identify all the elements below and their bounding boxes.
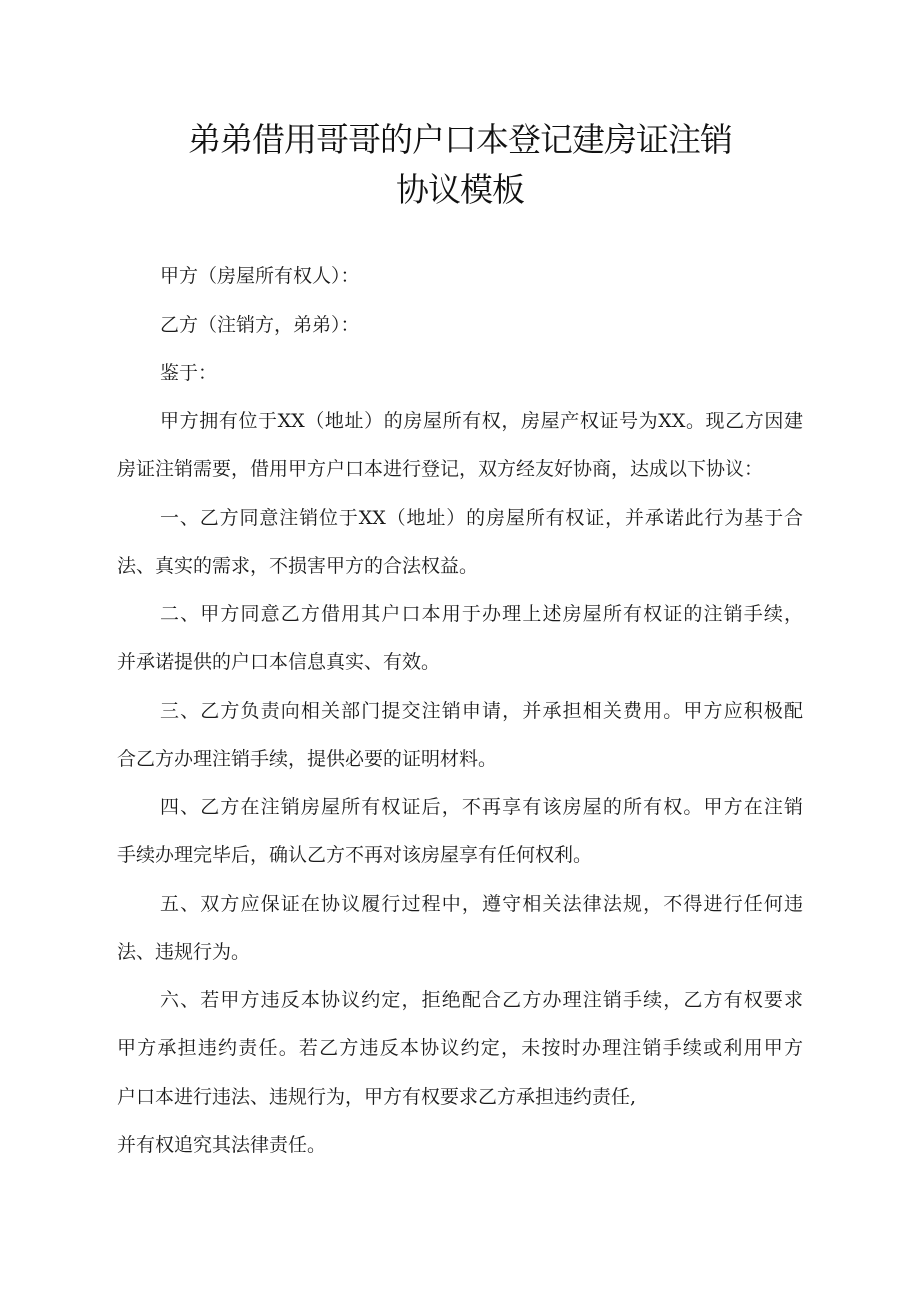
clause-1-line: 法、真实的需求，不损害甲方的合法权益。 (117, 555, 479, 577)
clause-3-line: 三、乙方负责向相关部门提交注销申请，并承担相关费用。甲方应积极配 (160, 700, 803, 722)
clause-6-line: 户口本进行违法、违规行为，甲方有权要求乙方承担违约责任, (117, 1086, 637, 1108)
clause-3-line: 合乙方办理注销手续，提供必要的证明材料。 (117, 748, 498, 770)
clause-4-line: 四、乙方在注销房屋所有权证后，不再享有该房屋的所有权。甲方在注销 (160, 796, 803, 818)
document-title-line-2: 协议模板 (396, 170, 524, 209)
clause-5-line: 法、违规行为。 (117, 941, 251, 963)
whereas-label: 鉴于： (160, 362, 218, 384)
clause-4-line: 手续办理完毕后，确认乙方不再对该房屋享有任何权利。 (117, 844, 593, 866)
clause-2-line: 二、甲方同意乙方借用其户口本用于办理上述房屋所有权证的注销手续， (160, 603, 803, 625)
party-a-label: 甲方（房屋所有权人）： (160, 265, 360, 287)
clause-1-line: 一、乙方同意注销位于XX（地址）的房屋所有权证，并承诺此行为基于合 (160, 507, 803, 529)
intro-paragraph-line: 房证注销需要，借用甲方户口本进行登记，双方经友好协商，达成以下协议： (117, 458, 764, 480)
clause-6-line: 并有权追究其法律责任。 (117, 1134, 327, 1156)
clause-2-line: 并承诺提供的户口本信息真实、有效。 (117, 651, 441, 673)
party-b-label: 乙方（注销方，弟弟）： (160, 314, 360, 336)
document-title-line-1: 弟弟借用哥哥的户口本登记建房证注销 (188, 120, 732, 159)
clause-5-line: 五、双方应保证在协议履行过程中，遵守相关法律法规，不得进行任何违 (160, 893, 803, 915)
clause-6-line: 六、若甲方违反本协议约定，拒绝配合乙方办理注销手续，乙方有权要求 (160, 989, 803, 1011)
intro-paragraph-line: 甲方拥有位于XX（地址）的房屋所有权，房屋产权证号为XX。现乙方因建 (160, 410, 803, 432)
clause-6-line: 甲方承担违约责任。若乙方违反本协议约定，未按时办理注销手续或利用甲方 (117, 1037, 803, 1059)
